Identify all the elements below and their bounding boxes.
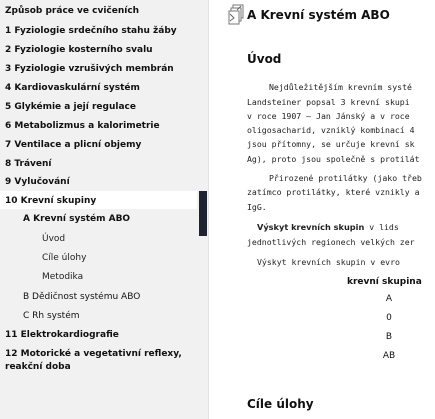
paragraph-line: IgG. (247, 202, 267, 212)
section-heading-cile-ulohy: Cíle úlohy (247, 397, 314, 411)
paragraph-line (257, 221, 399, 233)
section-heading-uvod: Úvod (247, 52, 282, 66)
paragraph-line: Landsteiner popsal 3 krevní skupi (247, 97, 410, 107)
nav-item-7[interactable]: 7 Ventilace a plicní objemy (5, 140, 142, 150)
nav-subitem-metodika[interactable]: Metodika (42, 272, 84, 282)
nav-item-zpusob-prace[interactable]: Způsob práce ve cvičeních (5, 6, 140, 16)
paragraph-line: v roce 1907 – Jan Jánský a v roce (247, 111, 410, 121)
nav-item-5[interactable]: 5 Glykémie a její regulace (5, 102, 136, 112)
nav-item-4[interactable]: 4 Kardiovaskulární systém (5, 83, 140, 93)
nav-item-2[interactable]: 2 Fyziologie kosterního svalu (5, 45, 153, 55)
table-cell: A (385, 294, 393, 304)
paragraph-line: oligosacharid, vzniklý kombinací 4 (247, 125, 415, 135)
document-pages-icon (228, 4, 244, 26)
table-header-krevni-skupina: krevní skupina (347, 277, 422, 287)
nav-subitem-uvod[interactable]: Úvod (42, 234, 66, 244)
paragraph-line: Nejdůležitějším krevním systé (269, 82, 412, 92)
nav-item-3[interactable]: 3 Fyziologie vzrušivých membrán (5, 64, 174, 74)
nav-item-6[interactable]: 6 Metabolizmus a kalorimetrie (5, 121, 160, 131)
nav-item-12-cont[interactable]: reakční doba (5, 362, 71, 372)
paragraph-line: jednotlivých regionech velkých zer (247, 237, 415, 247)
nav-item-12[interactable]: 12 Motorické a vegetativní reflexy, (5, 349, 182, 359)
paragraph-line: zatímco protilátky, které vznikly a (247, 187, 420, 197)
nav-item-10[interactable]: 10 Krevní skupiny (5, 196, 97, 206)
bold-term: Výskyt krevních skupin (257, 222, 365, 232)
paragraph-line: Přirozené protilátky (jako třeb (269, 173, 422, 183)
sidebar-navigation (0, 0, 209, 419)
content-area (214, 0, 435, 419)
table-cell: B (385, 332, 393, 342)
nav-item-8[interactable]: 8 Trávení (5, 159, 52, 169)
paragraph-line: Výskyt krevních skupin v evro (257, 257, 400, 267)
page-title: A Krevní systém ABO (247, 8, 390, 22)
paragraph-text: v lids (364, 222, 399, 232)
nav-subitem-rh[interactable]: C Rh systém (23, 311, 80, 321)
nav-item-11[interactable]: 11 Elektrokardiografie (5, 330, 119, 340)
table-cell: AB (382, 351, 396, 361)
active-section-marker (199, 191, 207, 236)
nav-subitem-abo[interactable]: A Krevní systém ABO (23, 214, 131, 224)
paragraph-line: Ag), proto jsou společně s protilát (247, 154, 420, 164)
table-cell: 0 (386, 313, 392, 323)
nav-subitem-cile-ulohy[interactable]: Cíle úlohy (42, 253, 87, 263)
paragraph-line: jsou přítomny, se určuje krevní sk (247, 139, 415, 149)
nav-item-9[interactable]: 9 Vylučování (5, 177, 70, 187)
nav-subitem-dedicnost[interactable]: B Dědičnost systému ABO (23, 292, 141, 302)
nav-item-1[interactable]: 1 Fyziologie srdečního stahu žáby (5, 26, 177, 36)
